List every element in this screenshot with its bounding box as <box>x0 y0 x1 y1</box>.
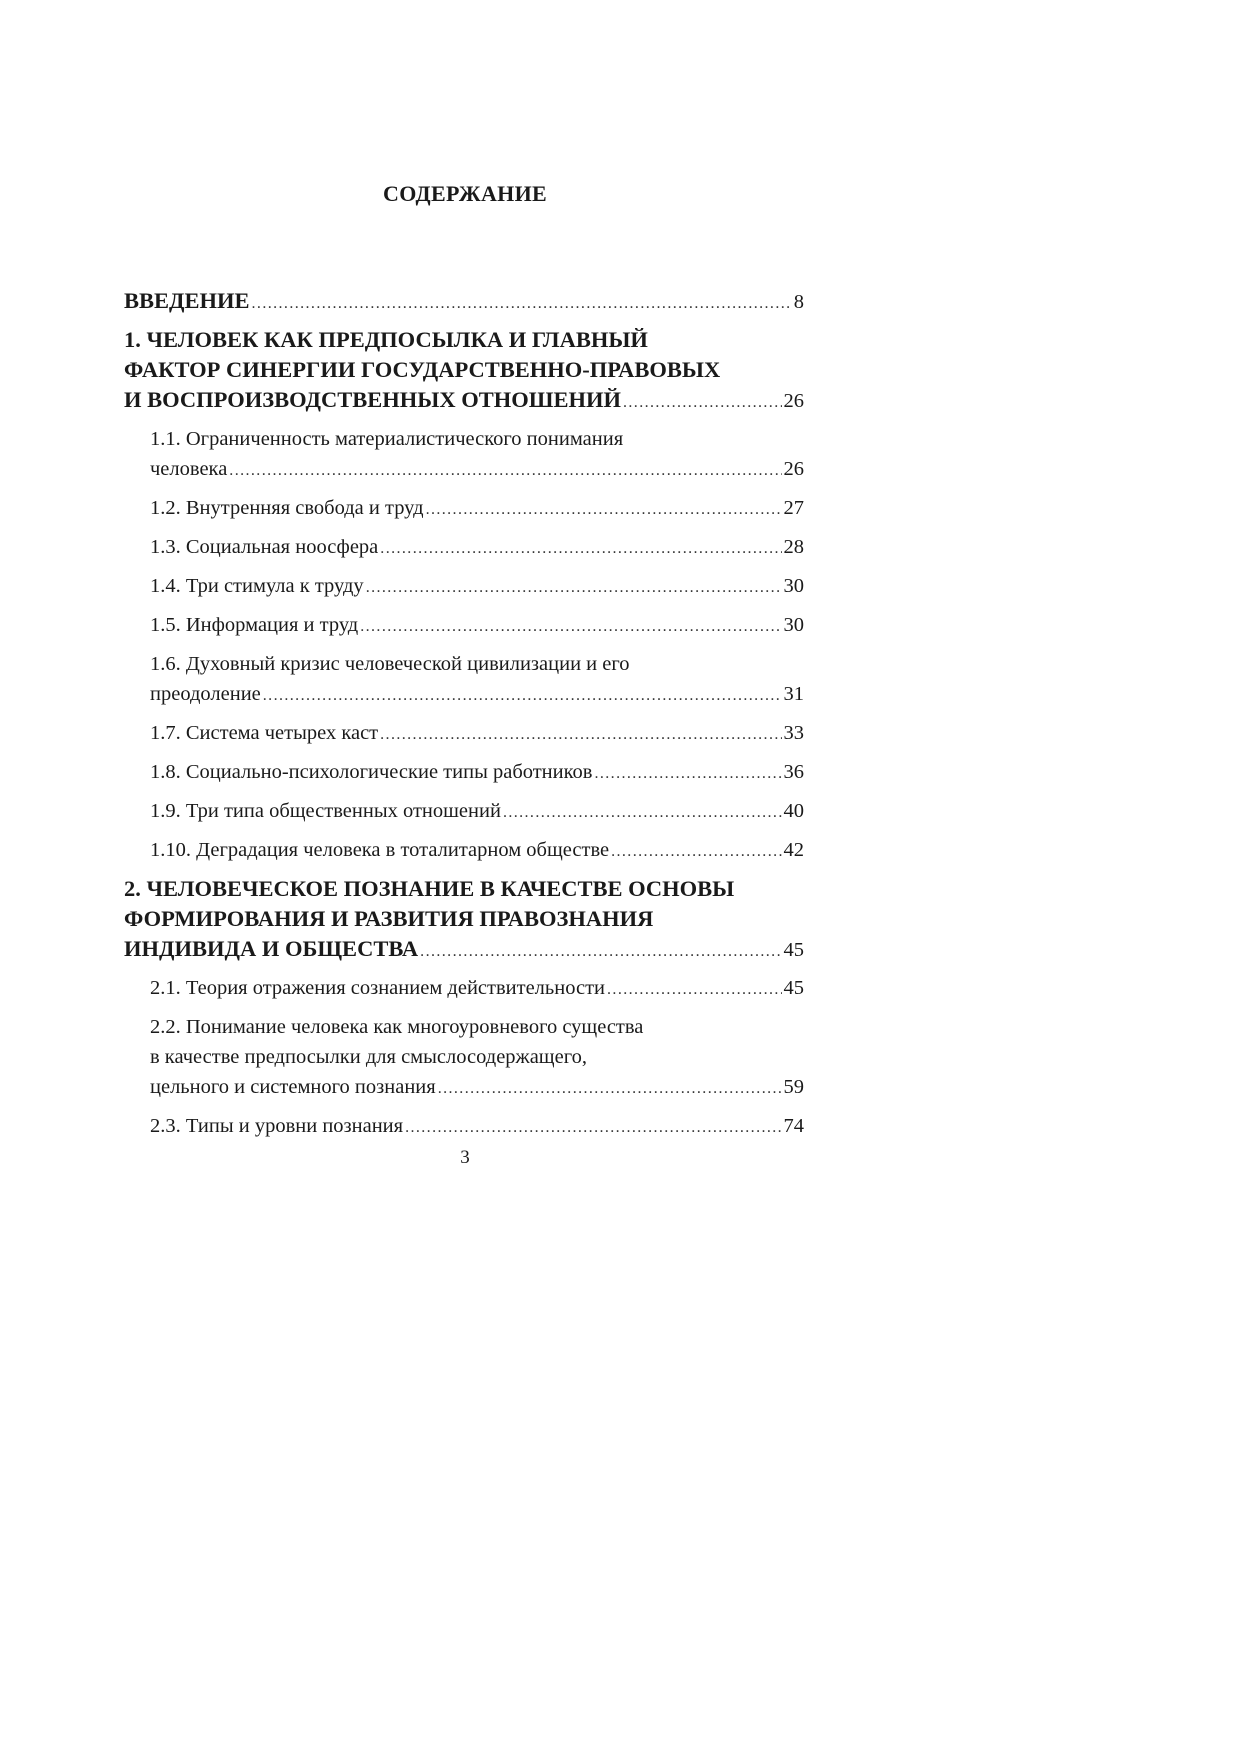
toc-page-number: 59 <box>783 1076 804 1098</box>
toc-entry-last-line <box>150 757 804 789</box>
toc-chapter-entry[interactable] <box>124 286 804 319</box>
toc-entry-last-line <box>150 454 804 486</box>
dot-leader <box>360 612 781 642</box>
dot-leader <box>405 1113 781 1143</box>
toc-entry-title-line: в качестве предпосылки для смыслосодержащего, <box>150 1046 587 1068</box>
toc-page-number: 27 <box>783 497 804 519</box>
toc-section-entry[interactable] <box>124 1111 804 1143</box>
toc-entry-title-line: цельного и системного познания <box>150 1076 436 1098</box>
toc-entry-title-line: 2.3. Типы и уровни познания <box>150 1115 404 1137</box>
toc-entry-last-line <box>150 493 804 525</box>
toc-entry-title-line: 1.10. Деградация человека в тоталитарном обществе <box>150 839 610 861</box>
toc-section-entry[interactable] <box>124 649 804 711</box>
toc-entry-last-line <box>150 679 804 711</box>
toc-entry-last-line <box>150 973 804 1005</box>
toc-section-entry[interactable] <box>124 532 804 564</box>
toc-entry-title-line: ФАКТОР СИНЕРГИИ ГОСУДАРСТВЕННО-ПРАВОВЫХ <box>124 357 721 382</box>
toc-entry-title-line: 1.5. Информация и труд <box>150 614 359 636</box>
toc-section-entry[interactable] <box>124 493 804 525</box>
dot-leader <box>426 495 782 525</box>
toc-chapter-entry[interactable] <box>124 874 804 967</box>
toc-entry-last-line <box>150 610 804 642</box>
toc-page-number: 36 <box>783 761 804 783</box>
toc-entry-last-line <box>150 571 804 603</box>
toc-entry-last-line <box>124 286 804 319</box>
toc-entry-last-line <box>124 934 804 967</box>
toc-page-number: 42 <box>783 839 804 861</box>
toc-entry-last-line <box>150 835 804 867</box>
toc-entry-title-line: 1.7. Система четырех каст <box>150 722 379 744</box>
page-title: СОДЕРЖАНИЕ <box>383 181 547 206</box>
toc-section-entry[interactable] <box>124 610 804 642</box>
dot-leader <box>366 573 782 603</box>
table-of-contents <box>124 286 804 1150</box>
toc-entry-title-line: преодоление <box>150 683 261 705</box>
toc-page-number: 45 <box>783 939 804 961</box>
toc-section-entry[interactable] <box>124 973 804 1005</box>
toc-entry-last-line <box>150 532 804 564</box>
dot-leader <box>380 720 781 750</box>
toc-entry-last-line <box>124 385 804 418</box>
dot-leader <box>607 975 781 1005</box>
toc-section-entry[interactable] <box>124 1012 804 1104</box>
toc-page-number: 33 <box>783 722 804 744</box>
toc-entry-last-line <box>150 718 804 750</box>
toc-entry-title-line: 1.1. Ограниченность материалистического понимания <box>150 428 624 450</box>
toc-page-number: 26 <box>783 458 804 480</box>
toc-entry-title-line: ФОРМИРОВАНИЯ И РАЗВИТИЯ ПРАВОЗНАНИЯ <box>124 906 654 931</box>
toc-entry-title-line: 2.2. Понимание человека как многоуровневого существа <box>150 1016 644 1038</box>
dot-leader <box>438 1074 782 1104</box>
toc-chapter-entry[interactable] <box>124 325 804 418</box>
dot-leader <box>594 759 781 789</box>
toc-page-number: 30 <box>783 575 804 597</box>
toc-entry-title-line: 2. ЧЕЛОВЕЧЕСКОЕ ПОЗНАНИЕ В КАЧЕСТВЕ ОСНОВЫ <box>124 876 735 901</box>
toc-page-number: 45 <box>783 977 804 999</box>
toc-page-number: 31 <box>783 683 804 705</box>
toc-page-number: 8 <box>793 291 804 313</box>
toc-page-number: 74 <box>783 1115 804 1137</box>
toc-entry-last-line <box>150 1072 804 1104</box>
dot-leader <box>229 456 781 486</box>
toc-entry-last-line <box>150 1111 804 1143</box>
toc-entry-title-line: И ВОСПРОИЗВОДСТВЕННЫХ ОТНОШЕНИЙ <box>124 387 621 412</box>
toc-entry-title-line: человека <box>150 458 228 480</box>
dot-leader <box>263 681 782 711</box>
toc-page-number: 30 <box>783 614 804 636</box>
toc-page-number: 28 <box>783 536 804 558</box>
toc-entry-title-line: ИНДИВИДА И ОБЩЕСТВА <box>124 936 419 961</box>
toc-entry-title-line: 1.6. Духовный кризис человеческой цивилизации и его <box>150 653 630 675</box>
toc-section-entry[interactable] <box>124 424 804 486</box>
dot-leader <box>503 798 782 828</box>
toc-entry-title-line: 1.4. Три стимула к труду <box>150 575 364 597</box>
dot-leader <box>380 534 781 564</box>
toc-entry-title-line: 1.8. Социально-психологические типы работников <box>150 761 593 783</box>
toc-section-entry[interactable] <box>124 571 804 603</box>
page-number: 3 <box>460 1147 470 1168</box>
toc-entry-title-line: 1.2. Внутренняя свобода и труд <box>150 497 424 519</box>
toc-entry-title-line: 1.3. Социальная ноосфера <box>150 536 379 558</box>
toc-entry-title-line: 1. ЧЕЛОВЕК КАК ПРЕДПОСЫЛКА И ГЛАВНЫЙ <box>124 327 648 352</box>
toc-section-entry[interactable] <box>124 835 804 867</box>
dot-leader <box>252 289 792 319</box>
toc-entry-last-line <box>150 796 804 828</box>
dot-leader <box>611 837 781 867</box>
dot-leader <box>623 388 782 418</box>
toc-entry-title-line: ВВЕДЕНИЕ <box>124 288 250 313</box>
toc-entry-title-line: 2.1. Теория отражения сознанием действительности <box>150 977 606 999</box>
toc-entry-title-line: 1.9. Три типа общественных отношений <box>150 800 501 822</box>
toc-page-number: 40 <box>783 800 804 822</box>
toc-page-number: 26 <box>783 390 804 412</box>
toc-section-entry[interactable] <box>124 718 804 750</box>
toc-section-entry[interactable] <box>124 757 804 789</box>
dot-leader <box>420 937 781 967</box>
toc-section-entry[interactable] <box>124 796 804 828</box>
